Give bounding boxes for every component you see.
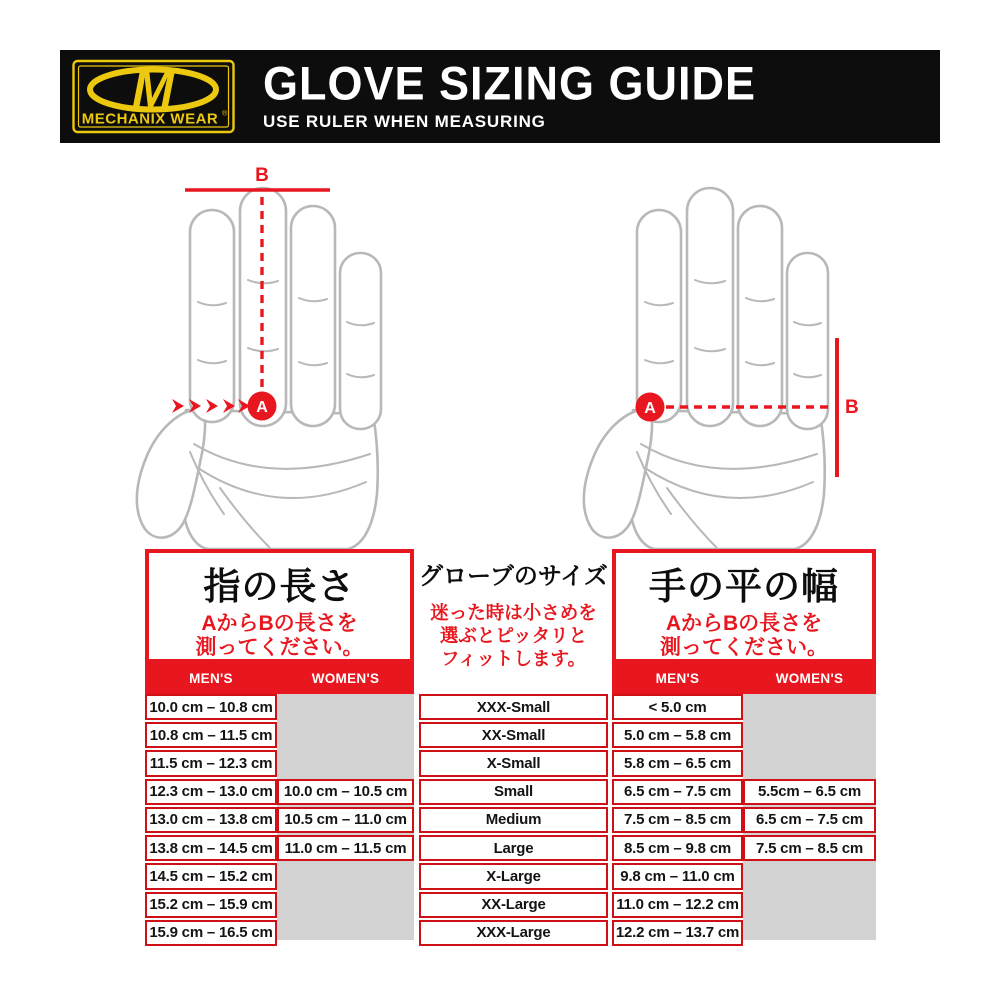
finger-womens-cell xyxy=(277,863,414,889)
finger-mens-cell: 15.2 cm – 15.9 cm xyxy=(145,892,277,918)
size-cell: XX-Small xyxy=(419,722,608,748)
left-hand-diagram xyxy=(128,152,428,550)
palm-mens-cell: 7.5 cm – 8.5 cm xyxy=(612,807,743,833)
finger-womens-cell: 10.5 cm – 11.0 cm xyxy=(277,807,414,833)
size-cell: X-Large xyxy=(419,863,608,889)
size-panel-note: 迷った時は小さめを 選ぶとピッタリと フィットします。 xyxy=(430,602,597,669)
page-subtitle: USE RULER WHEN MEASURING xyxy=(263,112,546,131)
palm-womens-cell: 7.5 cm – 8.5 cm xyxy=(743,835,876,861)
palm-womens-cell xyxy=(743,750,876,776)
finger-length-panel xyxy=(145,549,414,942)
palm-mens-column-label: MEN'S xyxy=(655,671,700,686)
palm-womens-cell: 6.5 cm – 7.5 cm xyxy=(743,807,876,833)
finger-womens-cell xyxy=(277,892,414,918)
finger-womens-cell xyxy=(277,722,414,748)
mechanix-logo xyxy=(72,59,235,134)
finger-mens-cell: 11.5 cm – 12.3 cm xyxy=(145,750,277,776)
glove-size-panel xyxy=(419,549,608,942)
logo-registered-mark: ® xyxy=(222,110,228,118)
size-cell: X-Small xyxy=(419,750,608,776)
finger-rows xyxy=(145,694,414,946)
finger-womens-cell xyxy=(277,750,414,776)
point-a-label: A xyxy=(644,400,656,417)
logo-m-glyph: M xyxy=(132,61,174,118)
palm-rows xyxy=(612,694,876,946)
point-b-label: B xyxy=(255,165,269,186)
palm-womens-cell: 5.5cm – 6.5 cm xyxy=(743,779,876,805)
palm-mens-cell: 6.5 cm – 7.5 cm xyxy=(612,779,743,805)
palm-mens-cell: 12.2 cm – 13.7 cm xyxy=(612,920,743,946)
size-panel-header xyxy=(419,549,608,694)
header-bar xyxy=(60,50,940,143)
finger-mens-column-label: MEN'S xyxy=(189,671,233,686)
palm-womens-cell xyxy=(743,892,876,918)
palm-panel-header xyxy=(612,549,876,663)
palm-mens-cell: 9.8 cm – 11.0 cm xyxy=(612,863,743,889)
finger-panel-subtitle: AからBの長さを 測ってください。 xyxy=(195,612,364,659)
palm-mens-cell: 5.8 cm – 6.5 cm xyxy=(612,750,743,776)
finger-mens-cell: 14.5 cm – 15.2 cm xyxy=(145,863,277,889)
palm-mens-cell: < 5.0 cm xyxy=(612,694,743,720)
palm-width-panel xyxy=(612,549,876,942)
mechanix-logo-graphic xyxy=(72,59,235,134)
finger-womens-cell: 11.0 cm – 11.5 cm xyxy=(277,835,414,861)
finger-womens-cell xyxy=(277,920,414,946)
page-title: GLOVE SIZING GUIDE xyxy=(263,55,757,110)
size-cell: Medium xyxy=(419,807,608,833)
size-panel-title: グローブのサイズ xyxy=(419,563,608,590)
finger-mens-cell: 15.9 cm – 16.5 cm xyxy=(145,920,277,946)
point-a-label: A xyxy=(256,399,268,416)
finger-mens-cell: 10.0 cm – 10.8 cm xyxy=(145,694,277,720)
palm-mens-cell: 5.0 cm – 5.8 cm xyxy=(612,722,743,748)
size-rows xyxy=(419,694,608,946)
palm-panel-subtitle: AからBの長さを 測ってください。 xyxy=(660,612,828,659)
size-cell: XXX-Large xyxy=(419,920,608,946)
finger-column-header xyxy=(145,663,414,694)
size-cell: Large xyxy=(419,835,608,861)
finger-panel-title: 指の長さ xyxy=(203,566,356,607)
palm-column-header xyxy=(612,663,876,694)
finger-womens-cell: 10.0 cm – 10.5 cm xyxy=(277,779,414,805)
finger-mens-cell: 12.3 cm – 13.0 cm xyxy=(145,779,277,805)
finger-mens-cell: 13.0 cm – 13.8 cm xyxy=(145,807,277,833)
palm-mens-cell: 8.5 cm – 9.8 cm xyxy=(612,835,743,861)
size-cell: Small xyxy=(419,779,608,805)
point-b-label: B xyxy=(845,397,859,418)
finger-womens-cell xyxy=(277,694,414,720)
size-cell: XX-Large xyxy=(419,892,608,918)
palm-womens-cell xyxy=(743,722,876,748)
palm-womens-cell xyxy=(743,920,876,946)
finger-womens-column-label: WOMEN'S xyxy=(311,671,380,686)
palm-mens-cell: 11.0 cm – 12.2 cm xyxy=(612,892,743,918)
finger-mens-cell: 13.8 cm – 14.5 cm xyxy=(145,835,277,861)
right-hand-diagram xyxy=(575,152,875,550)
palm-womens-cell xyxy=(743,694,876,720)
palm-womens-cell xyxy=(743,863,876,889)
header-titles xyxy=(263,57,756,132)
finger-mens-cell: 10.8 cm – 11.5 cm xyxy=(145,722,277,748)
logo-brand-name: MECHANIX WEAR xyxy=(81,110,219,128)
palm-panel-title: 手の平の幅 xyxy=(649,566,839,607)
finger-panel-header xyxy=(145,549,414,663)
size-cell: XXX-Small xyxy=(419,694,608,720)
palm-womens-column-label: WOMEN'S xyxy=(775,671,844,686)
